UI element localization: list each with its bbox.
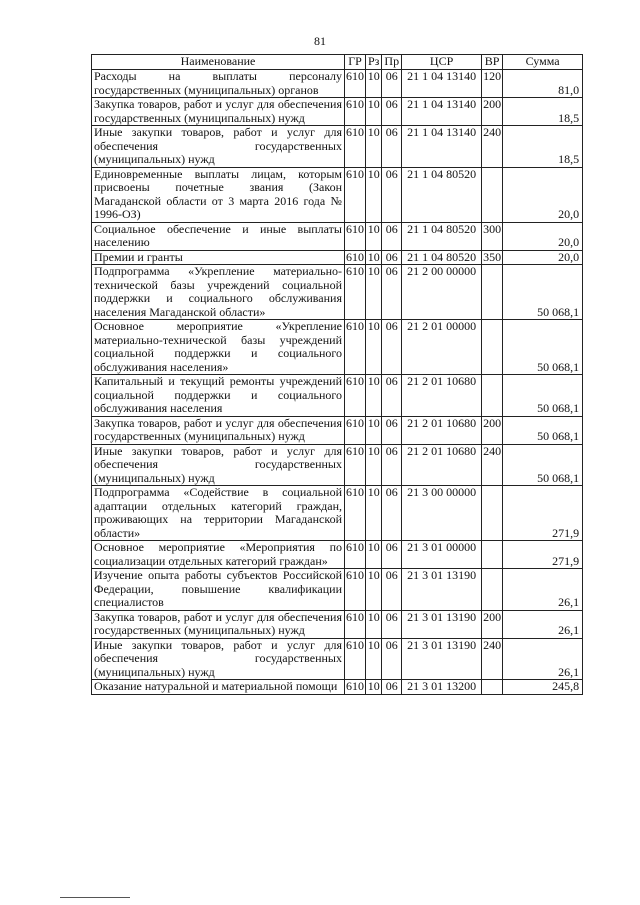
cell-csr: 21 1 04 80520	[402, 167, 482, 222]
cell-gr: 610	[345, 70, 366, 98]
cell-name: Закупка товаров, работ и услуг для обеспечения государственных (муниципальных) нужд	[92, 610, 345, 638]
cell-pr: 06	[382, 265, 402, 320]
cell-name: Закупка товаров, работ и услуг для обеспечения государственных (муниципальных) нужд	[92, 98, 345, 126]
cell-pr: 06	[382, 638, 402, 680]
cell-csr: 21 2 01 10680	[402, 375, 482, 417]
cell-vr: 300	[482, 222, 503, 250]
cell-sum: 50 068,1	[503, 320, 583, 375]
cell-name: Оказание натуральной и материальной помощи	[92, 680, 345, 695]
table-row	[92, 486, 583, 541]
header-sum: Сумма	[503, 55, 583, 70]
cell-vr	[482, 320, 503, 375]
budget-table	[91, 54, 583, 695]
table-row	[92, 98, 583, 126]
table-row	[92, 126, 583, 168]
table-row	[92, 541, 583, 569]
cell-csr: 21 1 04 13140	[402, 70, 482, 98]
cell-gr: 610	[346, 250, 364, 264]
table-row	[92, 569, 583, 611]
cell-rz: 10	[366, 610, 382, 638]
cell-csr: 21 1 04 80520	[402, 250, 482, 265]
cell-name: Иные закупки товаров, работ и услуг для обеспечения государственных (муниципальных) нужд	[92, 126, 345, 168]
cell-name: Иные закупки товаров, работ и услуг для обеспечения государственных (муниципальных) нужд	[92, 638, 345, 680]
cell-rz: 10	[366, 444, 382, 486]
cell-csr: 21 1 04 13140	[402, 98, 482, 126]
table-header-row	[92, 55, 583, 70]
cell-vr	[482, 375, 503, 417]
cell-pr: 06	[382, 320, 402, 375]
cell-gr: 610	[345, 610, 366, 638]
cell-pr: 06	[382, 70, 402, 98]
cell-csr: 21 2 00 00000	[402, 265, 482, 320]
cell-pr: 06	[382, 250, 402, 265]
cell-sum: 26,1	[503, 569, 583, 611]
cell-rz: 10	[366, 541, 382, 569]
cell-sum: 26,1	[503, 638, 583, 680]
cell-gr: 610	[345, 638, 366, 680]
cell-rz: 10	[366, 126, 382, 168]
cell-pr: 06	[382, 167, 402, 222]
cell-csr: 21 3 01 13190	[402, 569, 482, 611]
cell-sum: 50 068,1	[503, 444, 583, 486]
cell-pr: 06	[382, 541, 402, 569]
page-number: 81	[314, 34, 326, 48]
header-name: Наименование	[92, 55, 345, 70]
cell-csr: 21 3 01 00000	[402, 541, 482, 569]
cell-vr	[482, 167, 503, 222]
table-row	[92, 416, 583, 444]
cell-rz: 10	[366, 222, 382, 250]
cell-pr: 06	[382, 680, 402, 695]
cell-pr: 06	[382, 416, 402, 444]
cell-vr: 200	[482, 610, 503, 638]
cell-name: Расходы на выплаты персоналу государственных (муниципальных) органов	[92, 70, 345, 98]
cell-gr: 610	[345, 486, 366, 541]
cell-name: Основное мероприятие «Мероприятия по социализации отдельных категорий граждан»	[92, 541, 345, 569]
header-rz: Рз	[366, 55, 382, 70]
cell-sum: 50 068,1	[503, 265, 583, 320]
table-row	[92, 167, 583, 222]
cell-rz: 10	[366, 680, 382, 695]
cell-pr: 06	[382, 222, 402, 250]
cell-name: Подпрограмма «Укрепление материально-технической базы учреждений социальной поддержки и социального обслуживания населения Магаданской области»	[92, 265, 345, 320]
table-row	[92, 375, 583, 417]
table-row	[92, 70, 583, 98]
cell-csr: 21 3 00 00000	[402, 486, 482, 541]
header-pr: Пр	[382, 55, 402, 70]
cell-csr: 21 2 01 10680	[402, 444, 482, 486]
cell-gr: 610	[345, 320, 366, 375]
cell-vr	[482, 541, 503, 569]
cell-pr: 06	[382, 375, 402, 417]
cell-sum: 18,5	[503, 126, 583, 168]
cell-sum: 20,0	[503, 167, 583, 222]
table-row	[92, 610, 583, 638]
cell-gr: 610	[346, 679, 364, 693]
cell-sum: 20,0	[503, 250, 583, 265]
cell-sum: 26,1	[503, 610, 583, 638]
cell-gr: 610	[345, 541, 366, 569]
cell-vr: 240	[482, 126, 503, 168]
footnote-divider	[60, 897, 130, 898]
cell-sum: 81,0	[503, 70, 583, 98]
cell-rz: 10	[366, 98, 382, 126]
cell-pr: 06	[382, 610, 402, 638]
cell-csr: 21 3 01 13200	[402, 680, 482, 695]
cell-csr: 21 2 01 00000	[402, 320, 482, 375]
table-row	[92, 638, 583, 680]
cell-sum: 271,9	[503, 486, 583, 541]
cell-gr: 610	[345, 375, 366, 417]
cell-vr: 200	[482, 416, 503, 444]
table-row	[92, 444, 583, 486]
cell-rz: 10	[366, 416, 382, 444]
cell-rz: 10	[366, 638, 382, 680]
cell-csr: 21 3 01 13190	[402, 638, 482, 680]
table-row	[92, 250, 583, 265]
table-row	[92, 222, 583, 250]
cell-gr: 610	[345, 126, 366, 168]
cell-sum: 245,8	[503, 680, 583, 695]
cell-csr: 21 2 01 10680	[402, 416, 482, 444]
cell-gr: 610	[345, 265, 366, 320]
cell-vr: 240	[482, 638, 503, 680]
cell-name: Основное мероприятие «Укрепление материально-технической базы учреждений социальной поддержки и социального обслуживания населения»	[92, 320, 345, 375]
cell-rz: 10	[366, 320, 382, 375]
cell-pr: 06	[382, 126, 402, 168]
cell-gr: 610	[345, 416, 366, 444]
cell-gr: 610	[345, 444, 366, 486]
cell-vr: 350	[483, 250, 502, 264]
cell-rz: 10	[366, 167, 382, 222]
cell-sum: 18,5	[503, 98, 583, 126]
cell-vr: 240	[482, 444, 503, 486]
cell-pr: 06	[382, 98, 402, 126]
cell-gr: 610	[345, 98, 366, 126]
cell-csr: 21 3 01 13190	[402, 610, 482, 638]
cell-pr: 06	[382, 486, 402, 541]
cell-pr: 06	[382, 444, 402, 486]
table-row	[92, 265, 583, 320]
cell-name: Иные закупки товаров, работ и услуг для обеспечения государственных (муниципальных) нужд	[92, 444, 345, 486]
cell-name: Изучение опыта работы субъектов Российской Федерации, повышение квалификации специалистов	[92, 569, 345, 611]
cell-vr	[482, 680, 503, 695]
cell-rz: 10	[366, 375, 382, 417]
cell-sum: 20,0	[503, 222, 583, 250]
cell-sum: 50 068,1	[503, 416, 583, 444]
cell-sum: 50 068,1	[503, 375, 583, 417]
cell-name: Закупка товаров, работ и услуг для обеспечения государственных (муниципальных) нужд	[92, 416, 345, 444]
cell-name: Социальное обеспечение и иные выплаты населению	[92, 222, 345, 250]
cell-rz: 10	[366, 265, 382, 320]
cell-name: Единовременные выплаты лицам, которым присвоены почетные звания (Закон Магаданской области от 3 марта 2016 года № 1996-ОЗ)	[92, 167, 345, 222]
cell-rz: 10	[366, 486, 382, 541]
cell-rz: 10	[366, 569, 382, 611]
cell-vr	[482, 265, 503, 320]
cell-name: Премии и гранты	[92, 250, 345, 265]
cell-vr	[482, 486, 503, 541]
cell-rz: 10	[366, 70, 382, 98]
cell-gr: 610	[345, 222, 366, 250]
cell-name: Капитальный и текущий ремонты учреждений социальной поддержки и социального обслуживания населения	[92, 375, 345, 417]
cell-csr: 21 1 04 13140	[402, 126, 482, 168]
cell-vr	[482, 569, 503, 611]
header-csr: ЦСР	[402, 55, 482, 70]
cell-rz: 10	[366, 250, 382, 265]
table-row	[92, 320, 583, 375]
header-gr: ГР	[345, 55, 366, 70]
table-row	[92, 680, 583, 695]
cell-gr: 610	[345, 167, 366, 222]
cell-name: Подпрограмма «Содействие в социальной адаптации отдельных категорий граждан, проживающих на территории Магаданской области»	[92, 486, 345, 541]
cell-sum: 271,9	[503, 541, 583, 569]
cell-csr: 21 1 04 80520	[402, 222, 482, 250]
cell-pr: 06	[382, 569, 402, 611]
header-vr: ВР	[482, 55, 503, 70]
cell-vr: 200	[482, 98, 503, 126]
cell-vr: 120	[482, 70, 503, 98]
cell-gr: 610	[345, 569, 366, 611]
